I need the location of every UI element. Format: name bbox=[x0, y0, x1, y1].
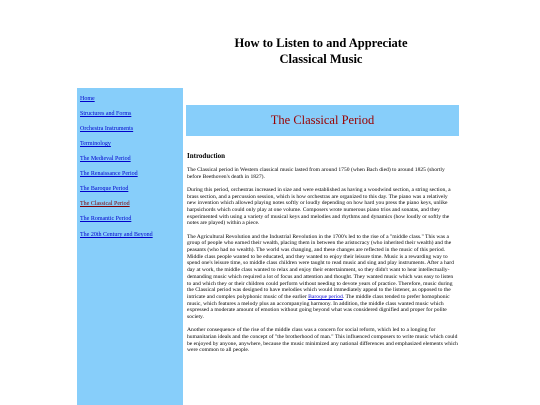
site-title-line-1: How to Listen to and Appreciate bbox=[234, 36, 408, 50]
paragraph-2: During this period, orchestras increased in size and were established as having a woodwind section, a string section, a brass section, and a percussion session, which is how orchestras are organized to this day. The piano was a relatively new invention which allowed playing notes softly or loudly depending on how hard you press the piano keys, unlike harpsichords which could only play at one volume. Composers wrote numerous piano trios and sonatas, and they experimented with using a variety of musical keys and melodies and rhythms and dynamics (how loudly or softly the notes are played) within a piece. bbox=[187, 186, 451, 227]
sidebar-link-20th-century[interactable]: The 20th Century and Beyond bbox=[80, 232, 153, 238]
sidebar-link-orchestra-instruments[interactable]: Orchestra Instruments bbox=[80, 126, 134, 132]
section-heading: Introduction bbox=[187, 152, 225, 160]
paragraph-3 bbox=[187, 234, 458, 321]
baroque-period-link[interactable]: Baroque period bbox=[308, 293, 343, 300]
sidebar-link-baroque-period[interactable]: The Baroque Period bbox=[80, 186, 129, 192]
sidebar-link-renaissance-period[interactable]: The Renaissance Period bbox=[80, 171, 138, 177]
sidebar-link-terminology[interactable]: Terminology bbox=[80, 141, 111, 147]
page-banner bbox=[186, 105, 459, 136]
main-content bbox=[187, 152, 458, 361]
sidebar-nav bbox=[77, 88, 183, 405]
paragraph-4: Another consequence of the rise of the middle class was a concern for social reform, which led to a longing for humanitarian ideals and the concept of "the brotherhood of man." This influenced composers to write music which could be enjoyed by anyone, anywhere, because the music minimized any national differences and emphasized elements which were common to all people. bbox=[187, 327, 458, 354]
site-title-line-2: Classical Music bbox=[279, 52, 363, 66]
paragraph-3-text-a: The Agricultural Revolution and the Industrial Revolution in the 1700's led to the rise of a "middle class." This was a group of people who earned their wealth, placing them in between the aristocracy (who inherited their wealth) and the peasants (who had no wealth). The world was changing, and these changes are reflected in the music of this period. Middle class people wanted to be educated, and they wanted to enjoy their leisure time. Music is a rewarding way to spend one's leisure time, so middle class children were taught to read music and sing and play instruments. After a hard day at work, the middle class wanted to relax and enjoy their entertainment, so they didn't want to hear intellectually-demanding music which required a lot of focus and attention and thought. They wanted music which was easy to listen to and which they or their children could perform without needing to devote years of practice. Therefore, music during the Classical period was designed to have melodies which would immediately appeal to the listener, as opposed to the intricate and complex polyphonic music of the earlier bbox=[187, 233, 454, 300]
site-title bbox=[183, 35, 459, 67]
sidebar-link-romantic-period[interactable]: The Romantic Period bbox=[80, 216, 132, 222]
sidebar-link-medieval-period[interactable]: The Medieval Period bbox=[80, 156, 131, 162]
page-title: The Classical Period bbox=[270, 113, 375, 127]
sidebar-link-classical-period[interactable]: The Classical Period bbox=[80, 201, 130, 207]
sidebar-link-structures-and-forms[interactable]: Structures and Forms bbox=[80, 111, 132, 117]
paragraph-1: The Classical period in Western classical music lasted from around 1750 (when Bach died) to around 1825 (shortly before Beethoven's death in 1827). bbox=[187, 167, 445, 180]
paragraph-3-text-b: . The middle class tended to prefer homophonic music, which features a melody plus an accompanying harmony. In addition, the middle class wanted music which expressed a moderate amount of emotion without going beyond what was considered dignified and proper for polite society. bbox=[187, 293, 450, 321]
sidebar-link-home[interactable]: Home bbox=[80, 96, 95, 102]
